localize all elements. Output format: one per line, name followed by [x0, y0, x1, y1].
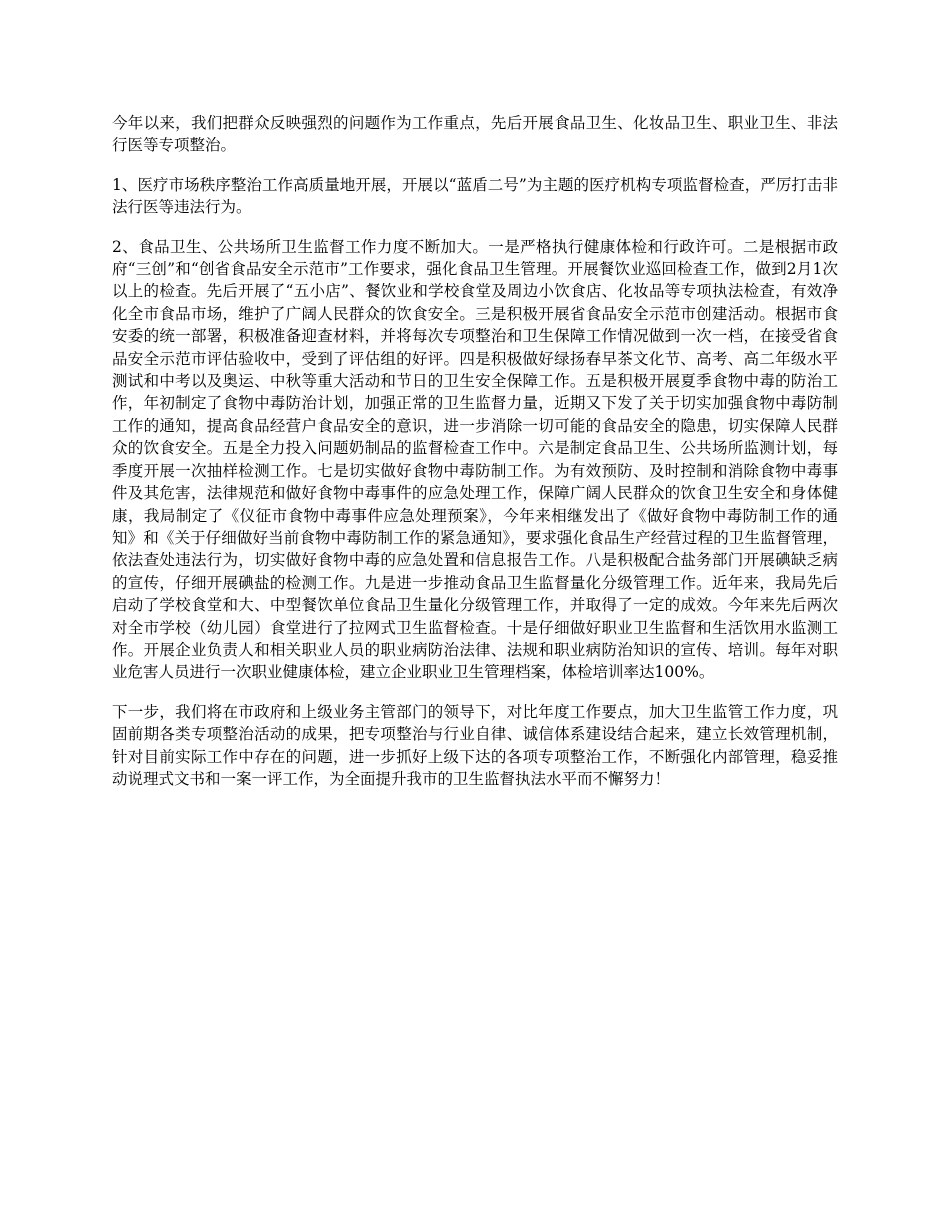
document-page — [112, 112, 838, 807]
paragraph-item-1: 1、医疗市场秩序整治工作高质量地开展，开展以“蓝盾二号”为主题的医疗机构专项监督检查，严厉打击非法行医等违法行为。 — [112, 175, 838, 217]
paragraph-item-2: 2、食品卫生、公共场所卫生监督工作力度不断加大。一是严格执行健康体检和行政许可。二是根据市政府“三创”和“创省食品安全示范市”工作要求，强化食品卫生管理。开展餐饮业巡回检查工作，做到2月1次以上的检查。先后开展了“五小店”、餐饮业和学校食堂及周边小饮食店、化妆品等专项执法检查，有效净化全市食品市场，维护了广阔人民群众的饮食安全。三是积极开展省食品安全示范市创建活动。根据市食安委的统一部署，积极准备迎查材料，并将每次专项整治和卫生保障工作情况做到一次一档，在接受省食品安全示范市评估验收中，受到了评估组的好评。四是积极做好绿扬春早茶文化节、高考、高二年级水平测试和中考以及奥运、中秋等重大活动和节日的卫生安全保障工作。五是积极开展夏季食物中毒的防治工作，年初制定了食物中毒防治计划，加强正常的卫生监督力量，近期又下发了关于切实加强食物中毒防制工作的通知，提高食品经营户食品安全的意识，进一步消除一切可能的食品安全的隐患，切实保障人民群众的饮食安全。五是全力投入问题奶制品的监督检查工作中。六是制定食品卫生、公共场所监测计划，每季度开展一次抽样检测工作。七是切实做好食物中毒防制工作。为有效预防、及时控制和消除食物中毒事件及其危害，法律规范和做好食物中毒事件的应急处理工作，保障广阔人民群众的饮食卫生安全和身体健康，我局制定了《仪征市食物中毒事件应急处理预案》，今年来相继发出了《做好食物中毒防制工作的通知》和《关于仔细做好当前食物中毒防制工作的紧急通知》，要求强化食品生产经营过程的卫生监督管理，依法查处违法行为，切实做好食物中毒的应急处置和信息报告工作。八是积极配合盐务部门开展碘缺乏病的宣传，仔细开展碘盐的检测工作。九是进一步推动食品卫生监督量化分级管理工作。近年来，我局先后启动了学校食堂和大、中型餐饮单位食品卫生量化分级管理工作，并取得了一定的成效。今年来先后两次对全市学校（幼儿园）食堂进行了拉网式卫生监督检查。十是仔细做好职业卫生监督和生活饮用水监测工作。开展企业负责人和相关职业人员的职业病防治法律、法规和职业病防治知识的宣传、培训。每年对职业危害人员进行一次职业健康体检，建立企业职业卫生管理档案，体检培训率达100%。 — [112, 237, 838, 682]
paragraph-next-steps: 下一步，我们将在市政府和上级业务主管部门的领导下，对比年度工作要点，加大卫生监管工作力度，巩固前期各类专项整治活动的成果，把专项整治与行业自律、诚信体系建设结合起来，建立长效管理机制，针对目前实际工作中存在的问题，进一步抓好上级下达的各项专项整治工作，不断强化内部管理，稳妥推动说理式文书和一案一评工作，为全面提升我市的卫生监督执法水平而不懈努力！ — [112, 702, 838, 788]
paragraph-intro: 今年以来，我们把群众反映强烈的问题作为工作重点，先后开展食品卫生、化妆品卫生、职业卫生、非法行医等专项整治。 — [112, 114, 838, 155]
